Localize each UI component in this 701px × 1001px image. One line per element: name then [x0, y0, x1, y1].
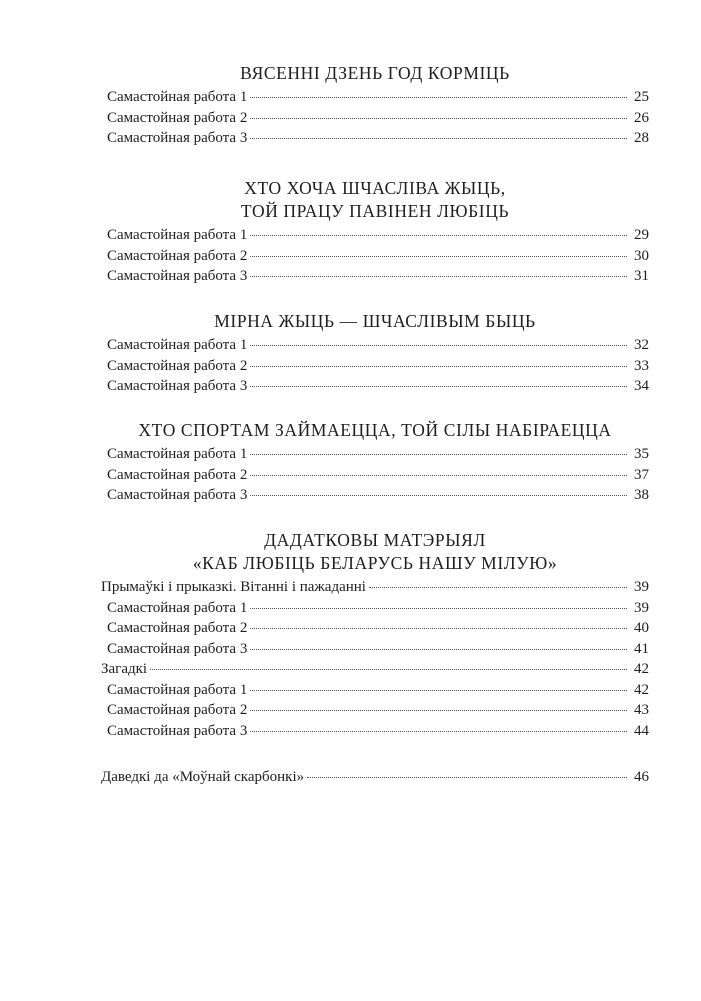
- section-heading-line: ДАДАТКОВЫ МАТЭРЫЯЛ: [264, 530, 486, 550]
- dot-leader: [250, 608, 627, 609]
- dot-leader: [250, 366, 627, 367]
- toc-entry-page: 37: [634, 466, 649, 483]
- toc-entry[interactable]: [101, 577, 649, 598]
- dot-leader: [250, 495, 627, 496]
- toc-entry-page: 28: [634, 130, 649, 146]
- toc-entry-page: 31: [634, 268, 649, 284]
- toc-entry[interactable]: [101, 356, 649, 377]
- section-heading-line: ХТО ХОЧА ШЧАСЛІВА ЖЫЦЬ,: [244, 178, 506, 198]
- toc-section: [101, 419, 649, 506]
- toc-entry[interactable]: [101, 659, 649, 680]
- toc-entry-label: Самастойная работа 2: [107, 702, 248, 718]
- toc-entry-label: Самастойная работа 1: [107, 599, 248, 616]
- toc-entry[interactable]: [101, 246, 649, 267]
- toc-entry-label: Самастойная работа 2: [107, 109, 248, 126]
- toc-entry-page: 43: [634, 702, 649, 718]
- dot-leader: [250, 118, 627, 119]
- toc-entry-label: Прымаўкі і прыказкі. Вітанні і пажаданні: [101, 579, 366, 595]
- toc-entry-page: 30: [634, 247, 649, 264]
- section-heading: [101, 177, 649, 223]
- toc-entry[interactable]: [101, 465, 649, 486]
- toc-entry[interactable]: [101, 335, 649, 356]
- dot-leader: [250, 649, 627, 650]
- toc-entry[interactable]: [101, 767, 649, 788]
- section-heading: [101, 62, 649, 85]
- toc-entry-label: Самастойная работа 1: [107, 337, 248, 353]
- dot-leader: [250, 235, 627, 236]
- section-heading-line: ТОЙ ПРАЦУ ПАВІНЕН ЛЮБІЦЬ: [240, 201, 510, 221]
- dot-leader: [150, 669, 627, 670]
- toc-entry-label: Загадкі: [101, 661, 148, 677]
- dot-leader: [250, 345, 627, 346]
- toc-section: [101, 310, 649, 397]
- toc-entry-page: 42: [634, 661, 649, 677]
- toc-entry[interactable]: [101, 721, 649, 742]
- toc-entry[interactable]: [101, 639, 649, 660]
- toc-entry[interactable]: [101, 680, 649, 701]
- toc-entry-page: 25: [634, 89, 649, 105]
- toc-entry-page: 39: [634, 579, 649, 595]
- toc-entry[interactable]: [101, 700, 649, 721]
- toc-entry-page: 32: [634, 337, 649, 353]
- toc-entry-page: 29: [634, 227, 649, 243]
- toc-entry-label: Даведкі да «Моўнай скарбонкі»: [101, 769, 305, 785]
- toc-section: [101, 177, 649, 287]
- toc-entry-page: 34: [634, 378, 649, 394]
- dot-leader: [369, 587, 627, 588]
- toc-entry-label: Самастойная работа 2: [107, 620, 248, 636]
- toc-section: [101, 767, 649, 788]
- section-heading-line: МІРНА ЖЫЦЬ — ШЧАСЛІВЫМ БЫЦЬ: [214, 311, 536, 331]
- toc-section: [101, 62, 649, 149]
- dot-leader: [250, 475, 627, 476]
- toc-entry[interactable]: [101, 598, 649, 619]
- toc-entry-page: 44: [634, 722, 649, 739]
- toc-entry[interactable]: [101, 376, 649, 397]
- dot-leader: [250, 276, 627, 277]
- toc-entry-label: Самастойная работа 1: [107, 227, 248, 243]
- toc-entry-page: 41: [634, 640, 649, 657]
- toc-entry-label: Самастойная работа 1: [107, 446, 248, 462]
- toc-entry-label: Самастойная работа 1: [107, 89, 248, 105]
- dot-leader: [250, 710, 627, 711]
- toc-entry[interactable]: [101, 225, 649, 246]
- toc-entry-page: 46: [634, 769, 649, 785]
- section-heading-line: ВЯСЕННІ ДЗЕНЬ ГОД КОРМІЦЬ: [240, 63, 510, 83]
- dot-leader: [250, 97, 627, 98]
- toc-entry-label: Самастойная работа 3: [107, 640, 248, 657]
- section-heading: [101, 310, 649, 333]
- toc-entry-label: Самастойная работа 3: [107, 130, 248, 146]
- toc-section: [101, 529, 649, 741]
- toc-entry[interactable]: [101, 128, 649, 149]
- section-heading: [101, 529, 649, 575]
- toc-entry-page: 40: [634, 620, 649, 636]
- toc-entry-page: 33: [634, 357, 649, 374]
- dot-leader: [250, 731, 627, 732]
- toc-entry[interactable]: [101, 618, 649, 639]
- toc-entry-page: 38: [634, 487, 649, 503]
- toc-entry-label: Самастойная работа 2: [107, 357, 248, 374]
- toc-entry-label: Самастойная работа 3: [107, 722, 248, 739]
- dot-leader: [250, 454, 627, 455]
- dot-leader: [250, 256, 627, 257]
- dot-leader: [250, 628, 627, 629]
- toc-entry-label: Самастойная работа 2: [107, 247, 248, 264]
- toc-entry[interactable]: [101, 266, 649, 287]
- toc-entry-page: 42: [634, 681, 649, 698]
- toc-entry[interactable]: [101, 87, 649, 108]
- toc-entry[interactable]: [101, 444, 649, 465]
- section-heading-line: «КАБ ЛЮБІЦЬ БЕЛАРУСЬ НАШУ МІЛУЮ»: [192, 553, 558, 573]
- toc-entry[interactable]: [101, 108, 649, 129]
- section-heading-line: ХТО СПОРТАМ ЗАЙМАЕЦЦА, ТОЙ СІЛЫ НАБІРАЕЦЦА: [138, 420, 612, 440]
- dot-leader: [250, 386, 627, 387]
- toc-entry-label: Самастойная работа 1: [107, 681, 248, 698]
- toc-entry-page: 35: [634, 446, 649, 462]
- toc-entry-page: 39: [634, 599, 649, 616]
- toc-entry-page: 26: [634, 109, 649, 126]
- toc-entry-label: Самастойная работа 3: [107, 487, 248, 503]
- toc-entry-label: Самастойная работа 3: [107, 378, 248, 394]
- section-heading: [101, 419, 649, 442]
- toc-entry[interactable]: [101, 485, 649, 506]
- dot-leader: [307, 777, 627, 778]
- dot-leader: [250, 690, 627, 691]
- toc-entry-label: Самастойная работа 2: [107, 466, 248, 483]
- toc-entry-label: Самастойная работа 3: [107, 268, 248, 284]
- dot-leader: [250, 138, 627, 139]
